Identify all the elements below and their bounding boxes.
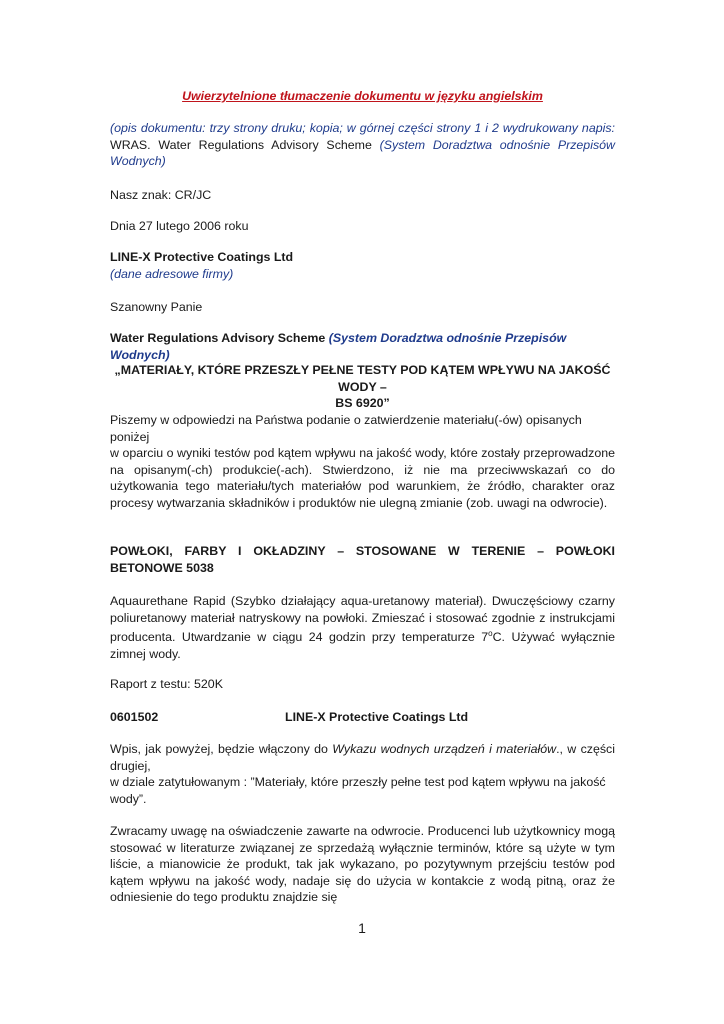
degree-superscript: o	[488, 629, 493, 639]
listing-line	[110, 709, 615, 726]
salutation: Szanowny Panie	[110, 300, 203, 314]
materials-heading	[110, 362, 615, 412]
heading-line-1: „MATERIAŁY, KTÓRE PRZESZŁY PEŁNE TESTY POD KĄTEM WPŁYWU NA JAKOŚĆ WODY –	[114, 363, 611, 394]
wras-text: WRAS. Water Regulations Advisory Scheme	[110, 137, 372, 152]
product-description-text: Aquaurethane Rapid (Szybko działający aqua-uretanowy materiał). Dwuczęściowy czarny poliuretanowy materiał natryskowy na powłoki. Zmieszać i stosować zgodnie z instrukcjami producenta. Utwardzanie w ciągu 24 godzin przy temperaturze 7	[110, 594, 615, 645]
paragraph-application-line-1: Piszemy w odpowiedzi na Państwa podanie o zatwierdzenie materiału(-ów) opisanych poniżej	[110, 413, 582, 444]
title-text: Uwierzytelnione tłumaczenie dokumentu w języku angielskim	[182, 89, 543, 103]
listing-number: 0601502	[110, 710, 159, 724]
listing-text-2: ., w części drugiej,	[110, 742, 615, 773]
listing-company: LINE-X Protective Coatings Ltd	[285, 710, 469, 724]
section-heading: POWŁOKI, FARBY I OKŁADZINY – STOSOWANE W TERENIE – POWŁOKI BETONOWE 5038	[110, 544, 615, 575]
page-number: 1	[358, 920, 366, 936]
product-description-end: C. Używać wyłącznie zimnej wody.	[110, 630, 615, 661]
company-address-note: (dane adresowe firmy)	[110, 266, 234, 281]
document-description	[110, 120, 615, 170]
wras-translation: (System Doradztwa odnośnie Przepisów Wodnych)	[110, 137, 615, 169]
listing-text-1: Wpis, jak powyżej, będzie włączony do	[110, 742, 333, 756]
listing-directory-title: Wykazu wodnych urządzeń i materiałów	[332, 742, 557, 756]
paragraph-listing-line-1	[110, 741, 615, 774]
scheme-line	[110, 330, 615, 363]
paragraph-listing-line-2: w dziale zatytułowanym : ”Materiały, które przeszły pełne test pod kątem wpływu na jakość wody”.	[110, 775, 606, 806]
company-name: LINE-X Protective Coatings Ltd	[110, 250, 294, 264]
scheme-translation: (System Doradztwa odnośnie Przepisów Wodnych)	[110, 331, 567, 362]
product-description	[110, 593, 615, 663]
scheme-name: Water Regulations Advisory Scheme	[110, 331, 326, 345]
test-report-line: Raport z testu: 520K	[110, 677, 223, 691]
document-title	[110, 88, 615, 105]
company-block	[110, 249, 615, 282]
paragraph-application-body: w oparciu o wyniki testów pod kątem wpływu na jakość wody, które zostały przeprowadzone na opisanym(-ch) produkcie(-ach). Stwierdzono, iż nie ma przeciwwskazań co do użytkowania tego materiału/tych materiałów pod warunkiem, że źródło, charakter oraz procesy wytwarzania składników i produktów nie ulegną zmianie (zob. uwagi na odwrocie).	[110, 446, 615, 510]
heading-line-2: BS 6920”	[335, 396, 390, 411]
reference-line: Nasz znak: CR/JC	[110, 188, 212, 202]
paragraph-application	[110, 412, 615, 512]
description-italic: (opis dokumentu: trzy strony druku; kopia; w górnej części strony 1 i 2 wydrukowany napis:	[110, 121, 615, 135]
date-line: Dnia 27 lutego 2006 roku	[110, 219, 249, 233]
paragraph-notice: Zwracamy uwagę na oświadczenie zawarte na odwrocie. Producenci lub użytkownicy mogą stosować w literaturze związanej ze sprzedażą wyłącznie terminów, które są użyte w tym liście, a mianowicie że produkt, tak jak wykazano, po pozytywnym przejściu testów pod kątem wpływu na jakość wody, nadaje się do użycia w kontakcie z wodą pitną, oraz że odniesienie do tego produktu znajdzie się	[110, 824, 615, 905]
paragraph-listing	[110, 741, 615, 807]
